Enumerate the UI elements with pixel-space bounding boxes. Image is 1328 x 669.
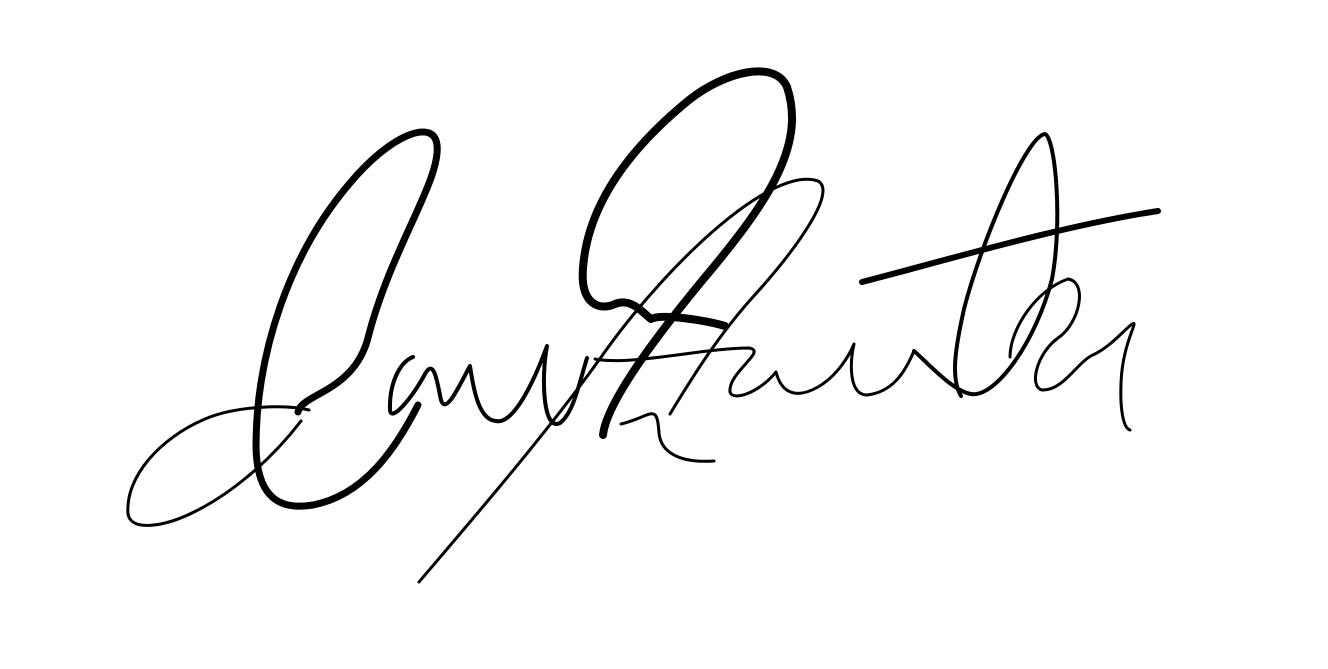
signature-stroke-middle-letters	[390, 346, 587, 424]
signature-stroke-descender	[419, 179, 823, 582]
signature-stroke-ending	[1010, 279, 1134, 430]
signature-stroke-crossbar	[862, 211, 1158, 282]
signature-stroke-lower-hook	[621, 414, 714, 462]
signature-stroke-first-loop	[256, 132, 437, 506]
signature-stroke-lower-swash	[128, 407, 309, 526]
